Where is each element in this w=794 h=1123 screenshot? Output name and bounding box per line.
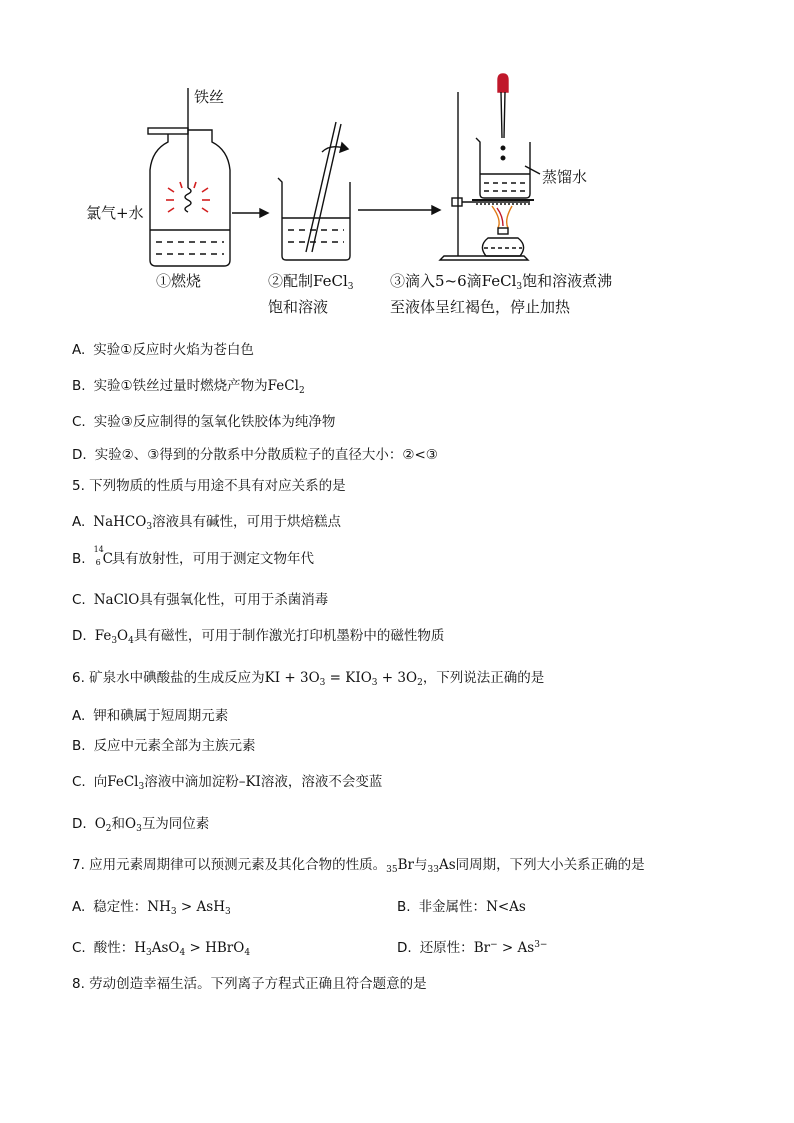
- arrow-1: [232, 209, 268, 217]
- label-step2-line1: ②配制FeCl$_3$: [268, 272, 354, 292]
- q7-option-d: D. 还原性：$Br^- > As^{3-}$: [397, 940, 548, 956]
- q5-option-c: C. NaClO具有强氧化性，可用于杀菌消毒: [72, 592, 329, 608]
- q6-option-d: D. $O_2$和$O_3$互为同位素: [72, 816, 210, 834]
- q7-option-c: C. 酸性：$H_3AsO_4$ > HBrO$_4$: [72, 940, 251, 958]
- q4-option-a: A. 实验①反应时火焰为苍白色: [72, 342, 254, 358]
- experiment-figure: [60, 70, 740, 330]
- q4-option-c: C. 实验③反应制得的氢氧化铁胶体为纯净物: [72, 414, 336, 430]
- arrow-2: [358, 206, 440, 214]
- q5-option-d: D. $Fe_3O_4$具有磁性，可用于制作激光打印机墨粉中的磁性物质: [72, 628, 445, 646]
- q5-stem: 5. 下列物质的性质与用途不具有对应关系的是: [72, 478, 346, 494]
- q7-stem: 7. 应用元素周期律可以预测元素及其化合物的性质。$_{35}$Br与$_{33}$As同周期，下列大小关系正确的是: [72, 857, 645, 875]
- label-step3-line1: ③滴入5~6滴FeCl$_3$饱和溶液煮沸: [390, 272, 613, 292]
- q6-stem: 6. 矿泉水中碘酸盐的生成反应为KI + $3O_3 = KIO_3 + 3O_2$，下列说法正确的是: [72, 670, 545, 688]
- q6-option-c: C. 向FeCl$_3$溶液中滴加淀粉–KI溶液，溶液不会变蓝: [72, 774, 383, 792]
- q7-option-b: B. 非金属性：N<As: [397, 899, 526, 915]
- label-chlorine-water: 氯气+水: [86, 204, 144, 222]
- gas-bottle: [148, 128, 230, 266]
- alcohol-lamp: [482, 206, 523, 256]
- label-iron-wire: 铁丝: [194, 88, 225, 106]
- label-step3-line2: 至液体呈红褐色，停止加热: [390, 298, 571, 316]
- q5-option-b: B. 14 6 C具有放射性，可用于测定文物年代: [72, 545, 315, 567]
- label-step1: ①燃烧: [156, 272, 202, 290]
- label-leader-line: [525, 166, 540, 174]
- q7-option-a: A. 稳定性：$NH_3 > AsH_3$: [72, 899, 231, 917]
- iron-wire: [185, 88, 191, 212]
- ring-stand: [440, 92, 530, 260]
- label-step2-line2: 饱和溶液: [268, 298, 329, 316]
- dropper: [498, 74, 508, 160]
- q4-option-d: D. 实验②、③得到的分散系中分散质粒子的直径大小：②<③: [72, 447, 438, 463]
- q6-option-a: A. 钾和碘属于短周期元素: [72, 708, 229, 724]
- label-distilled-water: 蒸馏水: [542, 168, 588, 186]
- q8-stem: 8. 劳动创造幸福生活。下列离子方程式正确且符合题意的是: [72, 976, 427, 992]
- q4-option-b: B. 实验①铁丝过量时燃烧产物为FeCl$_2$: [72, 378, 305, 396]
- q5-option-a: A. NaHCO$_3$溶液具有碱性，可用于烘焙糕点: [72, 514, 342, 532]
- glass-rod: [306, 122, 348, 252]
- q6-option-b: B. 反应中元素全部为主族元素: [72, 738, 256, 754]
